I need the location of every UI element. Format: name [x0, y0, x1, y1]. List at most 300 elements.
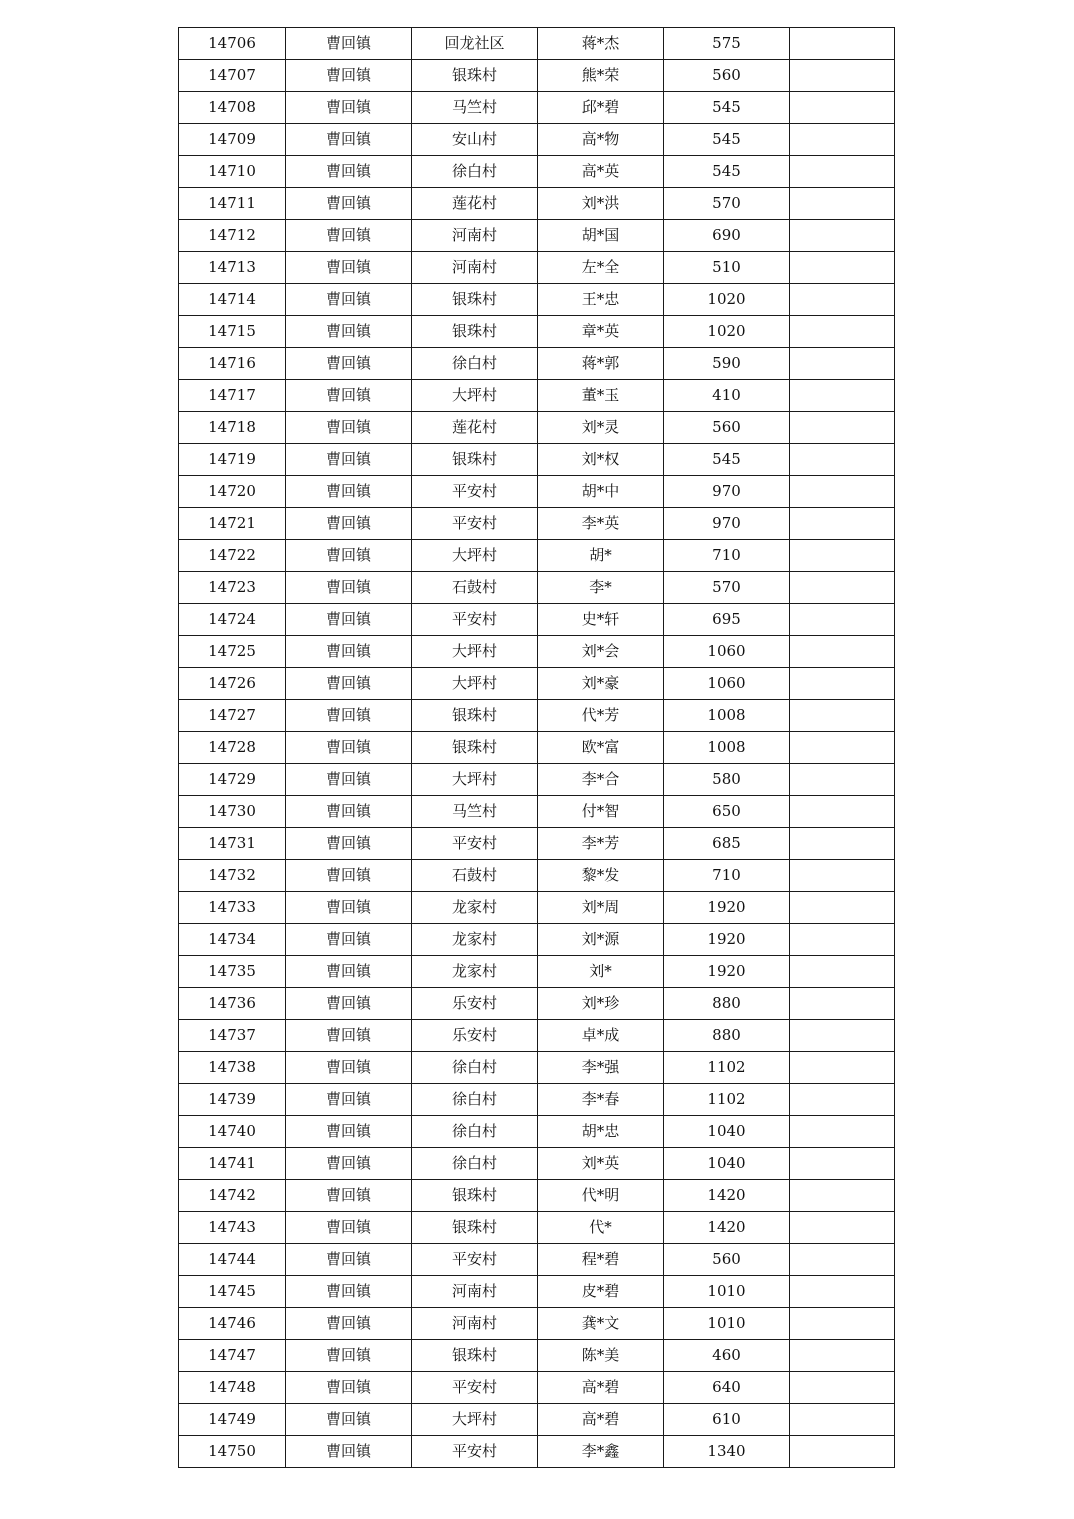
cell-amount: 545 — [664, 156, 790, 188]
cell-id: 14725 — [179, 636, 286, 668]
cell-amount: 1060 — [664, 636, 790, 668]
cell-town: 曹回镇 — [286, 156, 412, 188]
cell-village: 银珠村 — [412, 732, 538, 764]
table-row — [179, 444, 895, 476]
cell-id: 14741 — [179, 1148, 286, 1180]
cell-amount: 580 — [664, 764, 790, 796]
cell-village: 大坪村 — [412, 380, 538, 412]
table-row — [179, 668, 895, 700]
cell-village: 平安村 — [412, 604, 538, 636]
table-row — [179, 956, 895, 988]
cell-amount: 1020 — [664, 316, 790, 348]
cell-amount: 640 — [664, 1372, 790, 1404]
cell-amount: 690 — [664, 220, 790, 252]
cell-amount: 560 — [664, 412, 790, 444]
cell-note — [790, 764, 895, 796]
table-row — [179, 1404, 895, 1436]
cell-note — [790, 1052, 895, 1084]
cell-town: 曹回镇 — [286, 572, 412, 604]
cell-name: 代* — [538, 1212, 664, 1244]
cell-village: 银珠村 — [412, 316, 538, 348]
table-row — [179, 1084, 895, 1116]
cell-village: 大坪村 — [412, 540, 538, 572]
cell-village: 徐白村 — [412, 1116, 538, 1148]
cell-note — [790, 988, 895, 1020]
cell-id: 14729 — [179, 764, 286, 796]
cell-id: 14728 — [179, 732, 286, 764]
cell-amount: 970 — [664, 476, 790, 508]
cell-town: 曹回镇 — [286, 1276, 412, 1308]
cell-id: 14744 — [179, 1244, 286, 1276]
cell-note — [790, 60, 895, 92]
cell-village: 河南村 — [412, 1276, 538, 1308]
cell-note — [790, 1276, 895, 1308]
cell-amount: 695 — [664, 604, 790, 636]
cell-id: 14715 — [179, 316, 286, 348]
cell-name: 李*强 — [538, 1052, 664, 1084]
cell-town: 曹回镇 — [286, 1052, 412, 1084]
cell-village: 龙家村 — [412, 892, 538, 924]
cell-id: 14707 — [179, 60, 286, 92]
cell-id: 14721 — [179, 508, 286, 540]
cell-note — [790, 316, 895, 348]
cell-note — [790, 860, 895, 892]
cell-id: 14720 — [179, 476, 286, 508]
cell-name: 付*智 — [538, 796, 664, 828]
table-row — [179, 1212, 895, 1244]
cell-note — [790, 476, 895, 508]
cell-village: 平安村 — [412, 1372, 538, 1404]
cell-amount: 1008 — [664, 732, 790, 764]
cell-village: 平安村 — [412, 1436, 538, 1468]
cell-id: 14718 — [179, 412, 286, 444]
cell-town: 曹回镇 — [286, 188, 412, 220]
cell-note — [790, 412, 895, 444]
cell-name: 刘*周 — [538, 892, 664, 924]
cell-name: 李* — [538, 572, 664, 604]
cell-name: 蒋*杰 — [538, 28, 664, 60]
table-row — [179, 252, 895, 284]
cell-id: 14713 — [179, 252, 286, 284]
cell-id: 14739 — [179, 1084, 286, 1116]
table-row — [179, 28, 895, 60]
cell-village: 河南村 — [412, 1308, 538, 1340]
cell-name: 刘*英 — [538, 1148, 664, 1180]
cell-id: 14719 — [179, 444, 286, 476]
cell-village: 银珠村 — [412, 1212, 538, 1244]
cell-name: 欧*富 — [538, 732, 664, 764]
cell-id: 14712 — [179, 220, 286, 252]
cell-village: 回龙社区 — [412, 28, 538, 60]
cell-town: 曹回镇 — [286, 956, 412, 988]
cell-village: 莲花村 — [412, 188, 538, 220]
table-row — [179, 636, 895, 668]
cell-name: 刘* — [538, 956, 664, 988]
cell-note — [790, 1116, 895, 1148]
cell-id: 14737 — [179, 1020, 286, 1052]
cell-village: 乐安村 — [412, 1020, 538, 1052]
cell-town: 曹回镇 — [286, 892, 412, 924]
cell-name: 刘*灵 — [538, 412, 664, 444]
cell-town: 曹回镇 — [286, 668, 412, 700]
cell-village: 莲花村 — [412, 412, 538, 444]
table-row — [179, 92, 895, 124]
cell-town: 曹回镇 — [286, 476, 412, 508]
cell-amount: 1060 — [664, 668, 790, 700]
cell-village: 银珠村 — [412, 700, 538, 732]
cell-amount: 590 — [664, 348, 790, 380]
cell-id: 14732 — [179, 860, 286, 892]
table-row — [179, 412, 895, 444]
cell-amount: 1920 — [664, 892, 790, 924]
data-table — [178, 27, 895, 1468]
cell-village: 平安村 — [412, 828, 538, 860]
cell-id: 14722 — [179, 540, 286, 572]
cell-village: 大坪村 — [412, 636, 538, 668]
table-row — [179, 316, 895, 348]
cell-name: 胡*中 — [538, 476, 664, 508]
cell-town: 曹回镇 — [286, 1436, 412, 1468]
table-row — [179, 348, 895, 380]
cell-village: 大坪村 — [412, 1404, 538, 1436]
table-row — [179, 1244, 895, 1276]
cell-amount: 545 — [664, 124, 790, 156]
table-row — [179, 476, 895, 508]
cell-town: 曹回镇 — [286, 988, 412, 1020]
cell-note — [790, 1308, 895, 1340]
cell-name: 高*碧 — [538, 1372, 664, 1404]
cell-amount: 710 — [664, 860, 790, 892]
cell-amount: 410 — [664, 380, 790, 412]
cell-name: 刘*会 — [538, 636, 664, 668]
cell-village: 河南村 — [412, 252, 538, 284]
cell-amount: 560 — [664, 1244, 790, 1276]
cell-town: 曹回镇 — [286, 1020, 412, 1052]
cell-village: 银珠村 — [412, 60, 538, 92]
cell-id: 14736 — [179, 988, 286, 1020]
table-row — [179, 1436, 895, 1468]
cell-id: 14730 — [179, 796, 286, 828]
cell-town: 曹回镇 — [286, 348, 412, 380]
cell-note — [790, 700, 895, 732]
cell-id: 14746 — [179, 1308, 286, 1340]
table-row — [179, 892, 895, 924]
cell-name: 章*英 — [538, 316, 664, 348]
cell-note — [790, 220, 895, 252]
cell-note — [790, 284, 895, 316]
cell-note — [790, 636, 895, 668]
cell-note — [790, 156, 895, 188]
cell-amount: 1020 — [664, 284, 790, 316]
table-row — [179, 540, 895, 572]
cell-note — [790, 1372, 895, 1404]
cell-village: 石鼓村 — [412, 860, 538, 892]
cell-town: 曹回镇 — [286, 732, 412, 764]
cell-name: 龚*文 — [538, 1308, 664, 1340]
cell-note — [790, 1244, 895, 1276]
cell-note — [790, 444, 895, 476]
cell-name: 黎*发 — [538, 860, 664, 892]
cell-amount: 1420 — [664, 1180, 790, 1212]
cell-note — [790, 1340, 895, 1372]
cell-id: 14710 — [179, 156, 286, 188]
cell-note — [790, 956, 895, 988]
cell-amount: 575 — [664, 28, 790, 60]
table-row — [179, 220, 895, 252]
cell-town: 曹回镇 — [286, 796, 412, 828]
cell-town: 曹回镇 — [286, 1308, 412, 1340]
cell-note — [790, 252, 895, 284]
cell-village: 安山村 — [412, 124, 538, 156]
cell-town: 曹回镇 — [286, 700, 412, 732]
cell-name: 刘*权 — [538, 444, 664, 476]
cell-amount: 1008 — [664, 700, 790, 732]
cell-town: 曹回镇 — [286, 316, 412, 348]
cell-id: 14747 — [179, 1340, 286, 1372]
cell-id: 14748 — [179, 1372, 286, 1404]
cell-town: 曹回镇 — [286, 1084, 412, 1116]
table-body — [179, 28, 895, 1468]
cell-name: 胡*国 — [538, 220, 664, 252]
table-row — [179, 1020, 895, 1052]
table-row — [179, 380, 895, 412]
cell-name: 董*玉 — [538, 380, 664, 412]
cell-note — [790, 540, 895, 572]
cell-note — [790, 604, 895, 636]
cell-amount: 710 — [664, 540, 790, 572]
cell-id: 14723 — [179, 572, 286, 604]
cell-name: 胡*忠 — [538, 1116, 664, 1148]
table-row — [179, 796, 895, 828]
cell-name: 熊*荣 — [538, 60, 664, 92]
cell-id: 14750 — [179, 1436, 286, 1468]
table-row — [179, 1340, 895, 1372]
cell-town: 曹回镇 — [286, 1148, 412, 1180]
cell-amount: 570 — [664, 572, 790, 604]
cell-amount: 1920 — [664, 924, 790, 956]
cell-id: 14743 — [179, 1212, 286, 1244]
cell-name: 李*芳 — [538, 828, 664, 860]
cell-name: 刘*源 — [538, 924, 664, 956]
cell-town: 曹回镇 — [286, 508, 412, 540]
cell-amount: 510 — [664, 252, 790, 284]
table-row — [179, 1276, 895, 1308]
cell-town: 曹回镇 — [286, 412, 412, 444]
table-row — [179, 1180, 895, 1212]
cell-town: 曹回镇 — [286, 1244, 412, 1276]
cell-village: 石鼓村 — [412, 572, 538, 604]
cell-name: 高*碧 — [538, 1404, 664, 1436]
cell-id: 14706 — [179, 28, 286, 60]
cell-village: 乐安村 — [412, 988, 538, 1020]
cell-village: 徐白村 — [412, 156, 538, 188]
cell-village: 龙家村 — [412, 956, 538, 988]
cell-village: 马竺村 — [412, 796, 538, 828]
table-row — [179, 1308, 895, 1340]
cell-name: 高*英 — [538, 156, 664, 188]
cell-note — [790, 572, 895, 604]
cell-town: 曹回镇 — [286, 220, 412, 252]
cell-id: 14716 — [179, 348, 286, 380]
table-row — [179, 1148, 895, 1180]
cell-note — [790, 828, 895, 860]
cell-name: 李*鑫 — [538, 1436, 664, 1468]
cell-town: 曹回镇 — [286, 764, 412, 796]
cell-id: 14749 — [179, 1404, 286, 1436]
cell-note — [790, 1148, 895, 1180]
cell-name: 李*英 — [538, 508, 664, 540]
cell-village: 平安村 — [412, 508, 538, 540]
cell-town: 曹回镇 — [286, 60, 412, 92]
cell-note — [790, 380, 895, 412]
cell-amount: 1920 — [664, 956, 790, 988]
table-row — [179, 604, 895, 636]
cell-amount: 1010 — [664, 1308, 790, 1340]
cell-id: 14742 — [179, 1180, 286, 1212]
cell-id: 14711 — [179, 188, 286, 220]
table-row — [179, 284, 895, 316]
cell-amount: 1102 — [664, 1052, 790, 1084]
table-row — [179, 700, 895, 732]
cell-village: 银珠村 — [412, 1180, 538, 1212]
cell-id: 14733 — [179, 892, 286, 924]
table-row — [179, 988, 895, 1020]
cell-town: 曹回镇 — [286, 924, 412, 956]
cell-note — [790, 924, 895, 956]
cell-name: 陈*美 — [538, 1340, 664, 1372]
cell-name: 李*合 — [538, 764, 664, 796]
cell-town: 曹回镇 — [286, 92, 412, 124]
cell-id: 14745 — [179, 1276, 286, 1308]
cell-amount: 880 — [664, 988, 790, 1020]
cell-town: 曹回镇 — [286, 28, 412, 60]
table-row — [179, 732, 895, 764]
cell-id: 14735 — [179, 956, 286, 988]
cell-town: 曹回镇 — [286, 828, 412, 860]
cell-amount: 685 — [664, 828, 790, 860]
cell-name: 王*忠 — [538, 284, 664, 316]
cell-village: 河南村 — [412, 220, 538, 252]
cell-name: 胡* — [538, 540, 664, 572]
cell-town: 曹回镇 — [286, 1212, 412, 1244]
cell-village: 银珠村 — [412, 1340, 538, 1372]
table-row — [179, 508, 895, 540]
cell-note — [790, 188, 895, 220]
cell-note — [790, 124, 895, 156]
cell-name: 皮*碧 — [538, 1276, 664, 1308]
cell-town: 曹回镇 — [286, 1180, 412, 1212]
cell-note — [790, 892, 895, 924]
cell-town: 曹回镇 — [286, 124, 412, 156]
cell-note — [790, 668, 895, 700]
cell-note — [790, 1020, 895, 1052]
table-row — [179, 1116, 895, 1148]
cell-village: 银珠村 — [412, 444, 538, 476]
table-row — [179, 572, 895, 604]
cell-village: 龙家村 — [412, 924, 538, 956]
table-row — [179, 860, 895, 892]
cell-village: 银珠村 — [412, 284, 538, 316]
cell-id: 14734 — [179, 924, 286, 956]
cell-id: 14731 — [179, 828, 286, 860]
cell-amount: 1040 — [664, 1116, 790, 1148]
table-row — [179, 828, 895, 860]
cell-village: 大坪村 — [412, 764, 538, 796]
cell-village: 平安村 — [412, 476, 538, 508]
cell-amount: 650 — [664, 796, 790, 828]
cell-town: 曹回镇 — [286, 1372, 412, 1404]
cell-id: 14717 — [179, 380, 286, 412]
cell-id: 14740 — [179, 1116, 286, 1148]
cell-id: 14738 — [179, 1052, 286, 1084]
cell-name: 代*明 — [538, 1180, 664, 1212]
cell-name: 李*春 — [538, 1084, 664, 1116]
cell-id: 14714 — [179, 284, 286, 316]
table-row — [179, 1052, 895, 1084]
cell-id: 14724 — [179, 604, 286, 636]
cell-note — [790, 1212, 895, 1244]
cell-town: 曹回镇 — [286, 1404, 412, 1436]
cell-amount: 1040 — [664, 1148, 790, 1180]
cell-note — [790, 732, 895, 764]
cell-id: 14709 — [179, 124, 286, 156]
table-row — [179, 1372, 895, 1404]
cell-name: 左*全 — [538, 252, 664, 284]
cell-town: 曹回镇 — [286, 1116, 412, 1148]
cell-amount: 460 — [664, 1340, 790, 1372]
table-row — [179, 124, 895, 156]
cell-town: 曹回镇 — [286, 444, 412, 476]
cell-village: 大坪村 — [412, 668, 538, 700]
cell-note — [790, 92, 895, 124]
cell-name: 卓*成 — [538, 1020, 664, 1052]
table-row — [179, 924, 895, 956]
cell-id: 14708 — [179, 92, 286, 124]
table-row — [179, 764, 895, 796]
cell-name: 史*轩 — [538, 604, 664, 636]
cell-town: 曹回镇 — [286, 1340, 412, 1372]
cell-note — [790, 1404, 895, 1436]
cell-note — [790, 1180, 895, 1212]
cell-note — [790, 28, 895, 60]
cell-amount: 1102 — [664, 1084, 790, 1116]
cell-village: 平安村 — [412, 1244, 538, 1276]
table-row — [179, 156, 895, 188]
cell-note — [790, 508, 895, 540]
cell-amount: 880 — [664, 1020, 790, 1052]
cell-town: 曹回镇 — [286, 252, 412, 284]
table-row — [179, 60, 895, 92]
cell-name: 刘*豪 — [538, 668, 664, 700]
cell-amount: 570 — [664, 188, 790, 220]
cell-amount: 1340 — [664, 1436, 790, 1468]
cell-town: 曹回镇 — [286, 380, 412, 412]
table-row — [179, 188, 895, 220]
cell-name: 邱*碧 — [538, 92, 664, 124]
cell-amount: 610 — [664, 1404, 790, 1436]
cell-town: 曹回镇 — [286, 540, 412, 572]
cell-name: 刘*洪 — [538, 188, 664, 220]
cell-town: 曹回镇 — [286, 636, 412, 668]
cell-note — [790, 796, 895, 828]
cell-amount: 970 — [664, 508, 790, 540]
cell-note — [790, 1084, 895, 1116]
cell-village: 徐白村 — [412, 348, 538, 380]
cell-name: 高*物 — [538, 124, 664, 156]
cell-name: 代*芳 — [538, 700, 664, 732]
cell-village: 马竺村 — [412, 92, 538, 124]
cell-town: 曹回镇 — [286, 860, 412, 892]
